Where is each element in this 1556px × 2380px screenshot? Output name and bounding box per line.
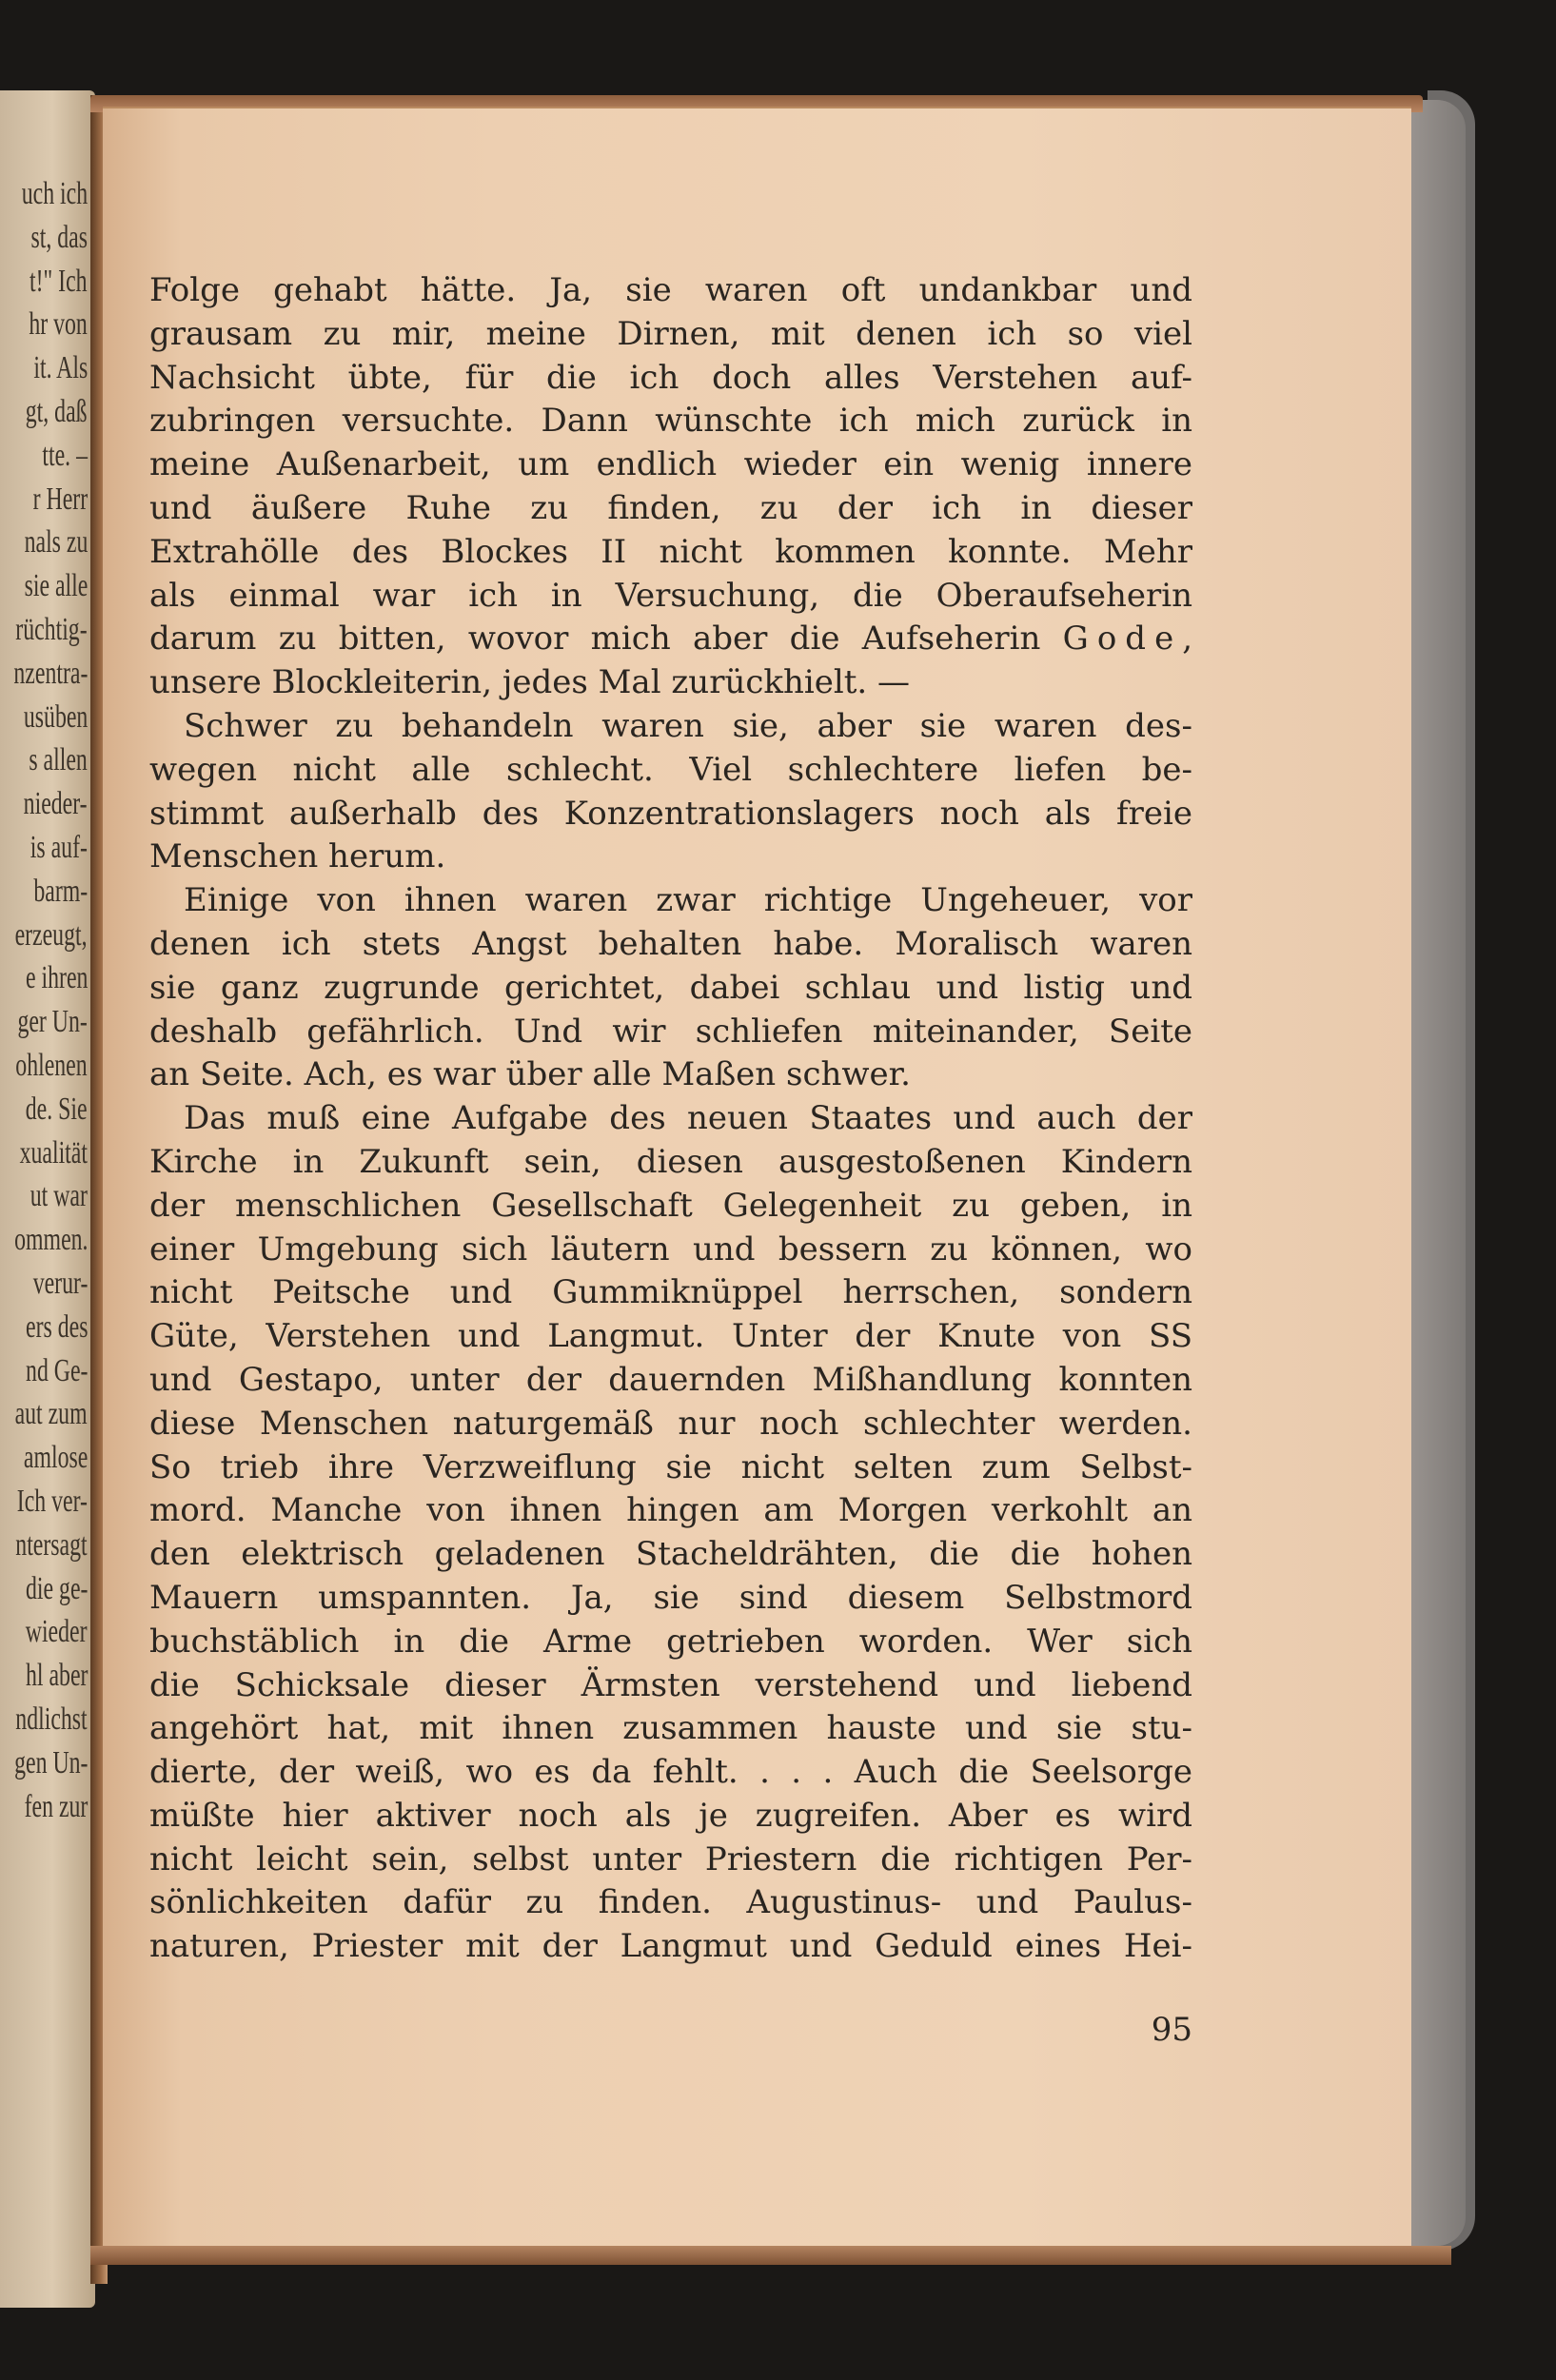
left-page-fragment: Ich ver- [16,1484,88,1519]
previous-page-edge [0,90,95,2308]
text-line: buchstäblich in die Arme getrieben worden. Wer sich [149,1622,1192,1661]
text-line: zubringen versuchte. Dann wünschte ich mich zurück in [149,402,1192,441]
text-line: nicht leicht sein, selbst unter Priestern die richtigen Per- [149,1839,1192,1878]
left-page-fragment: s allen [29,742,88,778]
left-page-fragment: amlose [23,1440,88,1476]
text-line: müßte hier aktiver noch als je zugreifen. Aber es wird [149,1796,1192,1835]
text-line: Extrahölle des Blockes II nicht kommen konnte. Mehr [149,532,1192,571]
page-body-text [149,269,1192,1969]
page-number: 95 [1151,2011,1192,2049]
text-line: angehört hat, mit ihnen zusammen hauste und sie stu- [149,1709,1192,1748]
left-page-fragment: gen Un- [13,1744,88,1780]
text-line: und äußere Ruhe zu finden, zu der ich in dieser [149,488,1192,527]
text-line: den elektrisch geladenen Stacheldrähten, die die hohen [149,1535,1192,1574]
left-page-fragment: nals zu [24,524,88,561]
left-page-fragment: is auf- [30,830,88,865]
text-line: dierte, der weiß, wo es da fehlt. . . . Auch die Seelsorge [149,1753,1192,1792]
left-page-fragment: ommen. [13,1222,88,1258]
spaced-name: Gode [1062,620,1183,659]
left-page-fragment: uch ich [21,176,88,211]
text-line [149,618,1192,661]
text-line: grausam zu mir, meine Dirnen, mit denen ich so viel [149,314,1192,353]
text-line: Menschen herum. [149,837,446,876]
left-page-fragment: barm- [33,873,88,909]
text-line: stimmt außerhalb des Konzentrationslagers noch als freie [149,794,1192,833]
left-page-fragment: usüben [23,698,88,735]
text-line: Nachsicht übte, für die ich doch alles Verstehen auf- [149,358,1192,397]
left-page-fragment: sie alle [24,568,88,604]
text-line: unsere Blockleiterin, jedes Mal zurückhielt. — [149,663,911,702]
text-line-part: darum zu bitten, wovor mich aber die Aufseherin [149,620,1063,659]
left-page-fragment: hr von [29,306,88,343]
left-page-fragment: e ihren [25,960,88,996]
left-page-fragment: ut war [30,1178,88,1214]
left-page-fragment: rüchtig- [15,612,88,647]
left-page-fragment: fen zur [24,1788,88,1824]
left-page-fragment: de. Sie [26,1091,88,1127]
text-line: als einmal war ich in Versuchung, die Oberaufseherin [149,576,1192,615]
text-line: Kirche in Zukunft sein, diesen ausgestoßenen Kindern [149,1142,1192,1181]
text-line: deshalb gefährlich. Und wir schliefen miteinander, Seite [149,1012,1192,1051]
left-page-fragment: verur- [32,1266,88,1301]
text-line: Schwer zu behandeln waren sie, aber sie waren des- [184,706,1192,745]
text-line: diese Menschen naturgemäß nur noch schlechter werden. [149,1404,1192,1443]
text-line: Mauern umspannten. Ja, sie sind diesem Selbstmord [149,1578,1192,1617]
left-page-fragment: ohlenen [15,1048,88,1083]
text-line: und Gestapo, unter der dauernden Mißhandlung konnten [149,1360,1192,1399]
left-page-fragment: nieder- [24,786,88,822]
left-page-fragment: ers des [25,1308,88,1345]
text-line: Einige von ihnen waren zwar richtige Ungeheuer, vor [184,881,1192,920]
left-page-fragment: st, das [30,219,88,255]
left-page-fragment: ger Un- [17,1004,88,1040]
text-line: Güte, Verstehen und Langmut. Unter der Knute von SS [149,1317,1192,1356]
left-page-fragment: aut zum [14,1396,88,1432]
left-page-fragment: it. Als [33,350,88,386]
text-line: naturen, Priester mit der Langmut und Geduld eines Hei- [149,1927,1192,1966]
left-page-fragment: xualität [19,1134,88,1170]
text-line: sie ganz zugrunde gerichtet, dabei schlau und listig und [149,968,1192,1007]
text-line: denen ich stets Angst behalten habe. Moralisch waren [149,924,1192,963]
left-page-fragment: t!" Ich [30,263,88,299]
left-page-fragment: nd Ge- [25,1352,88,1388]
left-page-fragment: erzeugt, [15,916,88,953]
text-line: Folge gehabt hätte. Ja, sie waren oft undankbar und [149,271,1192,309]
left-page-fragment: nzentra- [13,655,88,691]
text-line: sönlichkeiten dafür zu finden. Augustinus- und Paulus- [149,1883,1192,1922]
text-line: der menschlichen Gesellschaft Gelegenheit zu geben, in [149,1186,1192,1225]
left-page-fragment: ndlichst [15,1701,88,1737]
text-line: meine Außenarbeit, um endlich wieder ein wenig innere [149,445,1192,484]
page-bottom-band [90,2246,1451,2265]
text-line: wegen nicht alle schlecht. Viel schlechtere liefen be- [149,750,1192,789]
left-page-fragment: ntersagt [15,1526,88,1563]
left-page-fragment: wieder [26,1614,88,1650]
left-page-fragment: gt, daß [26,394,88,429]
text-line: die Schicksale dieser Ärmsten verstehend und liebend [149,1665,1192,1704]
left-page-fragment: tte. – [42,437,88,473]
text-line-part: , [1182,620,1192,659]
left-page-fragment: die ge- [25,1570,88,1606]
left-page-fragment: r Herr [32,481,88,517]
left-page-fragment: hl aber [25,1658,88,1694]
text-line: So trieb ihre Verzweiflung sie nicht selten zum Selbst- [149,1447,1192,1486]
text-line: mord. Manche von ihnen hingen am Morgen verkohlt an [149,1491,1192,1530]
text-line: an Seite. Ach, es war über alle Maßen schwer. [149,1055,911,1094]
text-line: einer Umgebung sich läutern und bessern zu können, wo [149,1229,1192,1269]
text-line: Das muß eine Aufgabe des neuen Staates und auch der [184,1099,1192,1138]
text-line: nicht Peitsche und Gummiknüppel herrschen, sondern [149,1273,1192,1312]
